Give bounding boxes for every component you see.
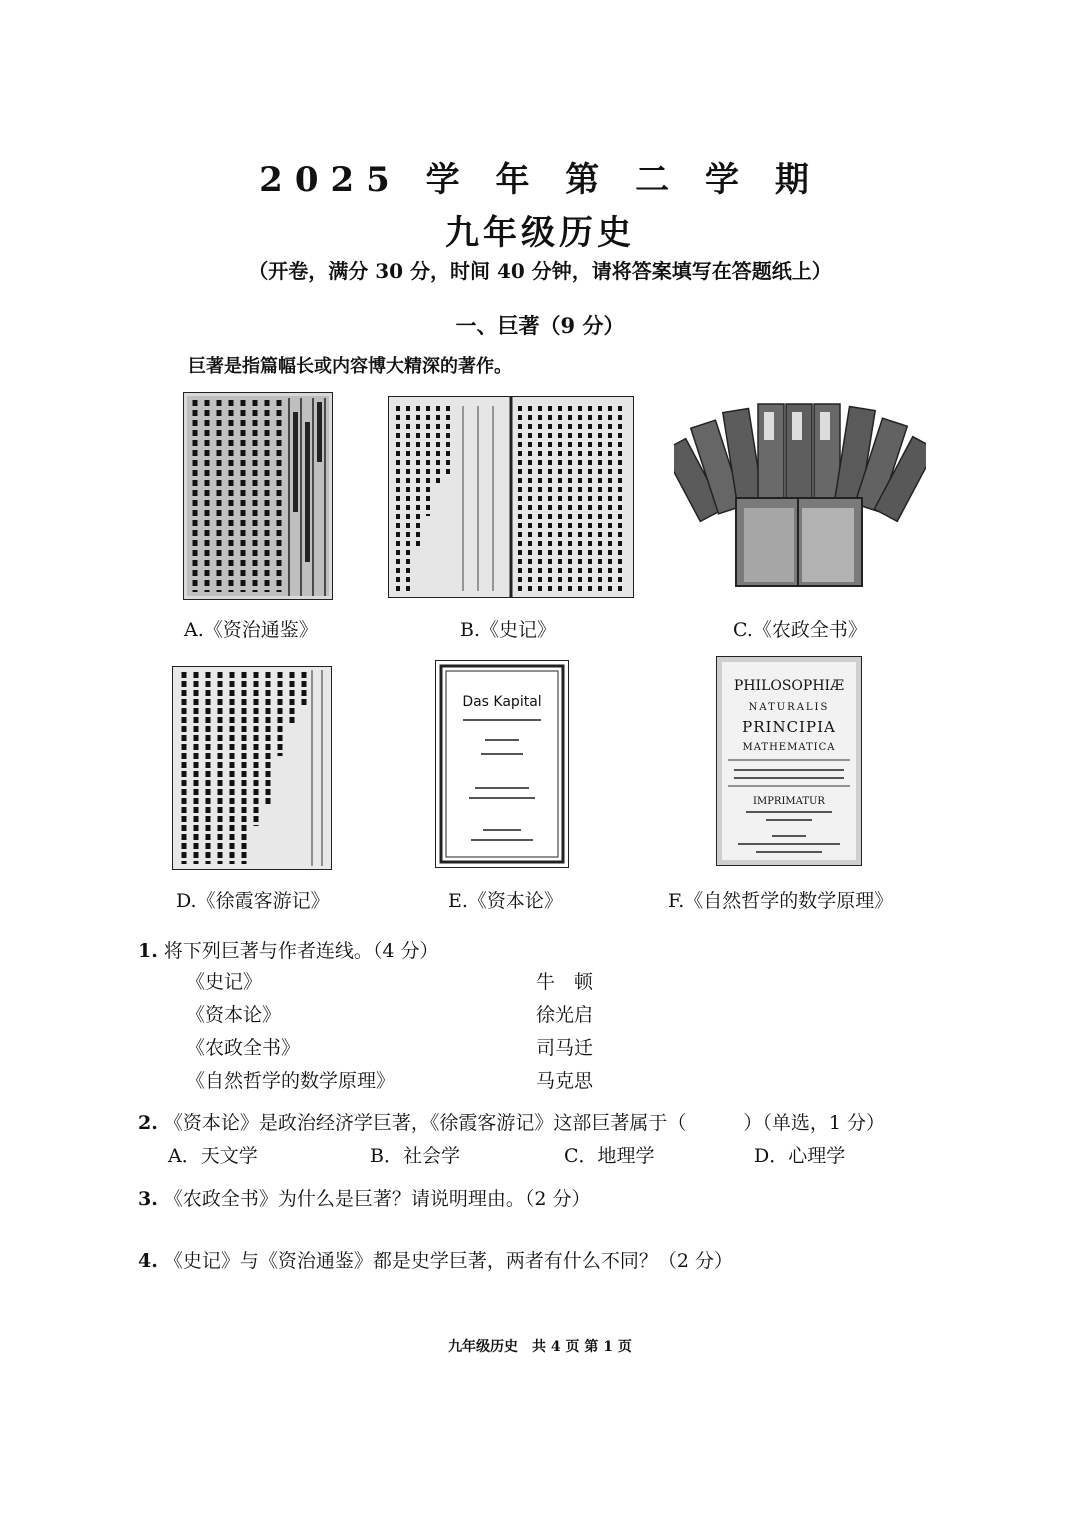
- principia-line-4: MATHEMATICA: [742, 742, 836, 753]
- principia-line-1: PHILOSOPHIÆ: [733, 678, 845, 694]
- figure-a-caption: A.《资治通鉴》: [184, 619, 318, 641]
- q1-author-3: 司马迁: [536, 1037, 594, 1059]
- figure-f-image: [716, 656, 862, 866]
- section-intro: 巨著是指篇幅长或内容博大精深的著作。: [188, 356, 512, 377]
- figure-c-image: [674, 400, 926, 592]
- question-3: [138, 1184, 591, 1211]
- exam-instructions: （开卷，满分 30 分，时间 40 分钟，请将答案填写在答题纸上）: [248, 259, 832, 283]
- q1-author-1: 牛 顿: [536, 971, 594, 993]
- q2-option-b: B．社会学: [370, 1145, 460, 1167]
- principia-line-2: NATURALIS: [748, 702, 830, 713]
- principia-line-3: PRINCIPIA: [742, 718, 836, 736]
- question-1: [138, 936, 439, 963]
- question-1-text: 将下列巨著与作者连线。（4 分）: [163, 940, 439, 962]
- figure-e-image: [435, 660, 569, 868]
- question-2: [138, 1108, 885, 1135]
- question-2-text: 《资本论》是政治经济学巨著，《徐霞客游记》这部巨著属于（ ）（单选，1 分）: [163, 1112, 886, 1134]
- principia-line-5: IMPRIMATUR: [753, 796, 825, 807]
- das-kapital-title: Das Kapital: [462, 694, 542, 710]
- figure-e-caption: E.《资本论》: [448, 890, 563, 912]
- q1-author-2: 徐光启: [536, 1004, 594, 1026]
- q1-book-4: 《自然哲学的数学原理》: [186, 1070, 396, 1092]
- question-4-number: 4.: [138, 1250, 158, 1272]
- figure-f-caption: F.《自然哲学的数学原理》: [668, 890, 894, 912]
- figure-d-image: [172, 666, 332, 870]
- question-4: [138, 1246, 733, 1273]
- q1-book-3: 《农政全书》: [186, 1037, 301, 1059]
- exam-term-title: 2025 学 年 第 二 学 期: [259, 160, 821, 200]
- q1-author-4: 马克思: [536, 1070, 594, 1092]
- question-4-text: 《史记》与《资治通鉴》都是史学巨著，两者有什么不同？（2 分）: [163, 1250, 734, 1272]
- question-1-number: 1.: [138, 940, 158, 962]
- figure-b-image: [388, 396, 634, 598]
- figure-d-caption: D.《徐霞客游记》: [176, 890, 330, 912]
- question-3-text: 《农政全书》为什么是巨著？请说明理由。（2 分）: [163, 1188, 591, 1210]
- question-3-number: 3.: [138, 1188, 158, 1210]
- figure-a-image: [183, 392, 333, 600]
- q2-option-a: A．天文学: [168, 1145, 258, 1167]
- page-footer: 九年级历史 共 4 页 第 1 页: [448, 1339, 632, 1355]
- question-2-number: 2.: [138, 1112, 158, 1134]
- q1-book-1: 《史记》: [186, 971, 263, 993]
- section-heading: 一、巨著（9 分）: [455, 313, 625, 338]
- figure-c-caption: C.《农政全书》: [733, 619, 867, 641]
- q1-book-2: 《资本论》: [186, 1004, 282, 1026]
- q2-option-d: D．心理学: [754, 1145, 846, 1167]
- exam-subject-title: 九年级历史: [445, 213, 635, 253]
- q2-option-c: C．地理学: [564, 1145, 655, 1167]
- figure-b-caption: B.《史记》: [460, 619, 557, 641]
